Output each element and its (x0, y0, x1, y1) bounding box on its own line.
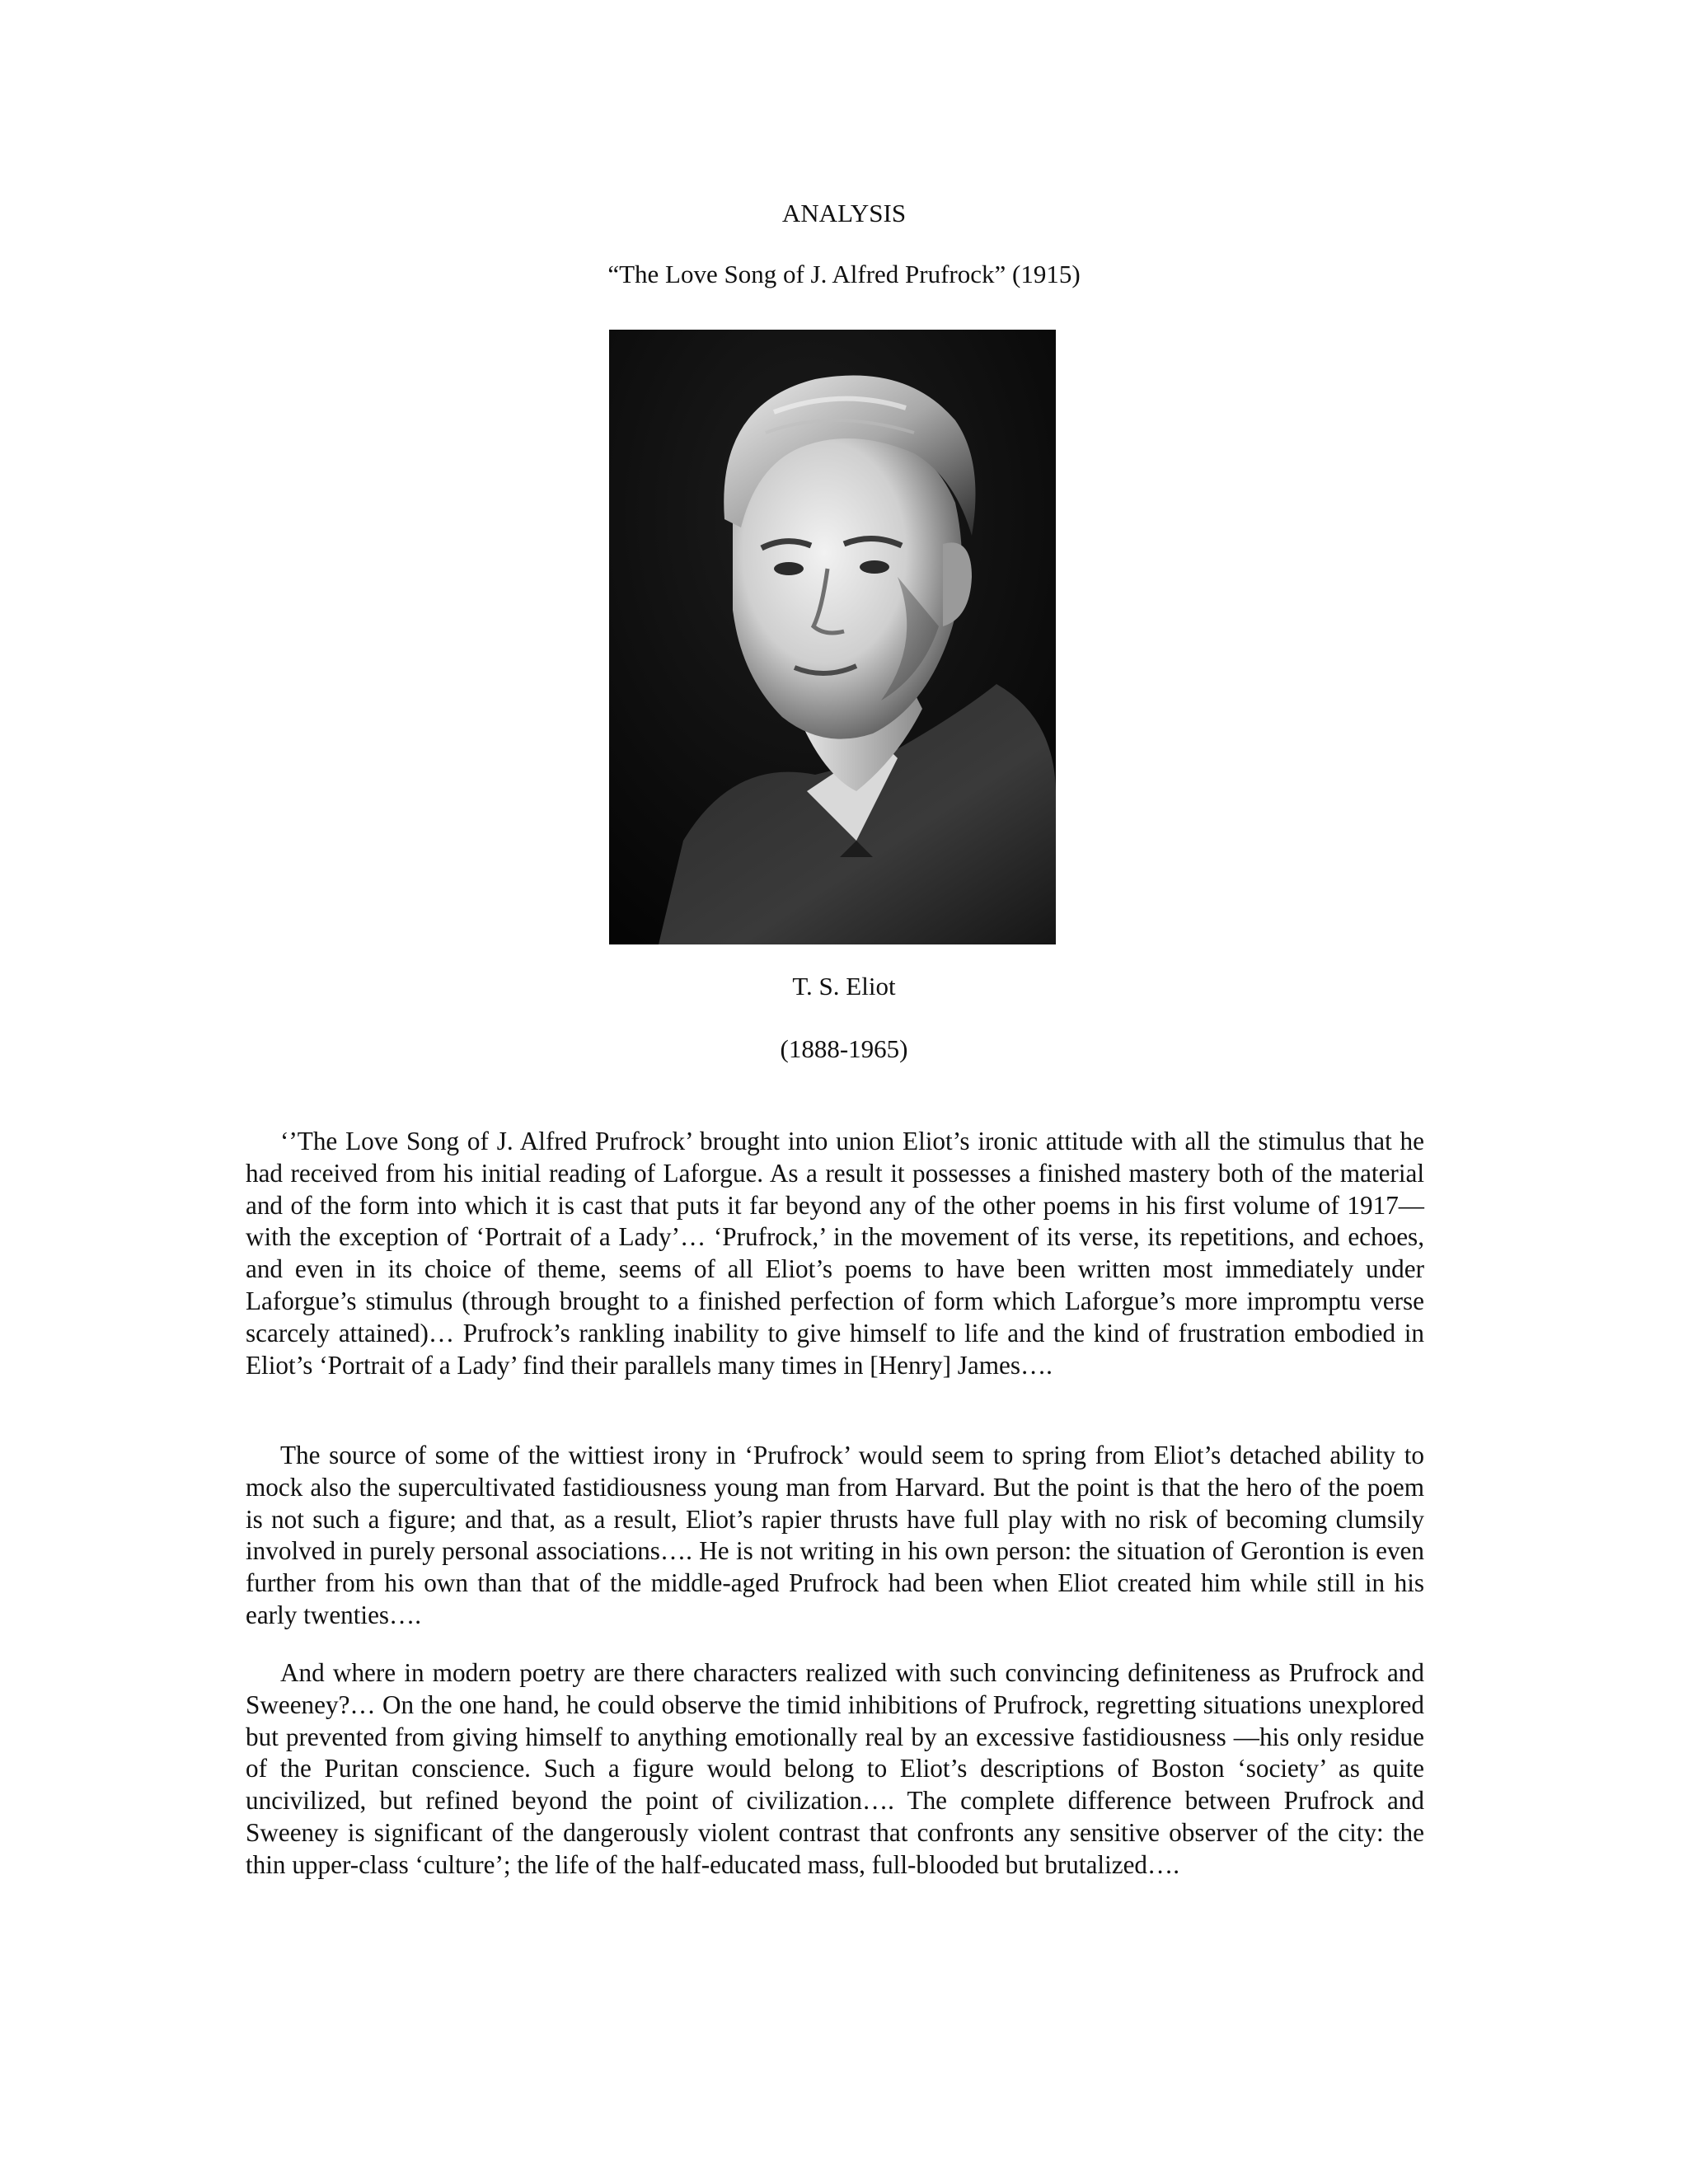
portrait-illustration (609, 330, 1056, 944)
author-dates: (1888-1965) (780, 1034, 908, 1063)
author-name: T. S. Eliot (792, 972, 896, 1001)
body-paragraph: The source of some of the wittiest irony in ‘Prufrock’ would seem to spring from Eliot’s detached ability to mock also the supercultivated fastidiousness young man from Harvard. But the point is that the hero of the poem is not such a figure; and that, as a result, Eliot’s rapier thrusts have full play with no risk of becoming clumsily involved in purely personal associations…. He is not writing in his own person: the situation of Gerontion is even further from his own than that of the middle-aged Prufrock had been when Eliot created him while still in his early twenties…. (246, 1441, 1424, 1629)
body-paragraph: And where in modern poetry are there characters realized with such convincing definiteness as Prufrock and Sweeney?… On the one hand, he could observe the timid inhibitions of Prufrock, regretting situations unexplored but prevented from giving himself to anything emotionally real by an excessive fastidiousness —his only residue of the Puritan conscience. Such a figure would belong to Eliot’s descriptions of Boston ‘society’ as quite uncivilized, but refined beyond the point of civilization…. The complete difference between Prufrock and Sweeney is significant of the dangerously violent contrast that confronts any sensitive observer of the city: the thin upper-class ‘culture’; the life of the half-educated mass, full-blooded but brutalized…. (246, 1658, 1424, 1879)
page-heading: ANALYSIS (781, 199, 907, 227)
author-portrait-photo (609, 330, 1056, 944)
body-paragraph: ‘’The Love Song of J. Alfred Prufrock’ brought into union Eliot’s ironic attitude with all the stimulus that he had received from his initial reading of Laforgue. As a result it possesses a finished mastery both of the material and of the form into which it is cast that puts it far beyond any of the other poems in his first volume of 1917—with the exception of ‘Portrait of a Lady’… ‘Prufrock,’ in the movement of its verse, its repetitions, and echoes, and even in its choice of theme, seems of all Eliot’s poems to have been written most immediately under Laforgue’s stimulus (through brought to a finished perfection of form which Laforgue’s more impromptu verse scarcely attained)… Prufrock’s rankling inability to give himself to life and the kind of frustration embodied in Eliot’s ‘Portrait of a Lady’ find their parallels many times in [Henry] James…. (246, 1127, 1424, 1380)
document-title: “The Love Song of J. Alfred Prufrock” (1915) (607, 260, 1081, 288)
